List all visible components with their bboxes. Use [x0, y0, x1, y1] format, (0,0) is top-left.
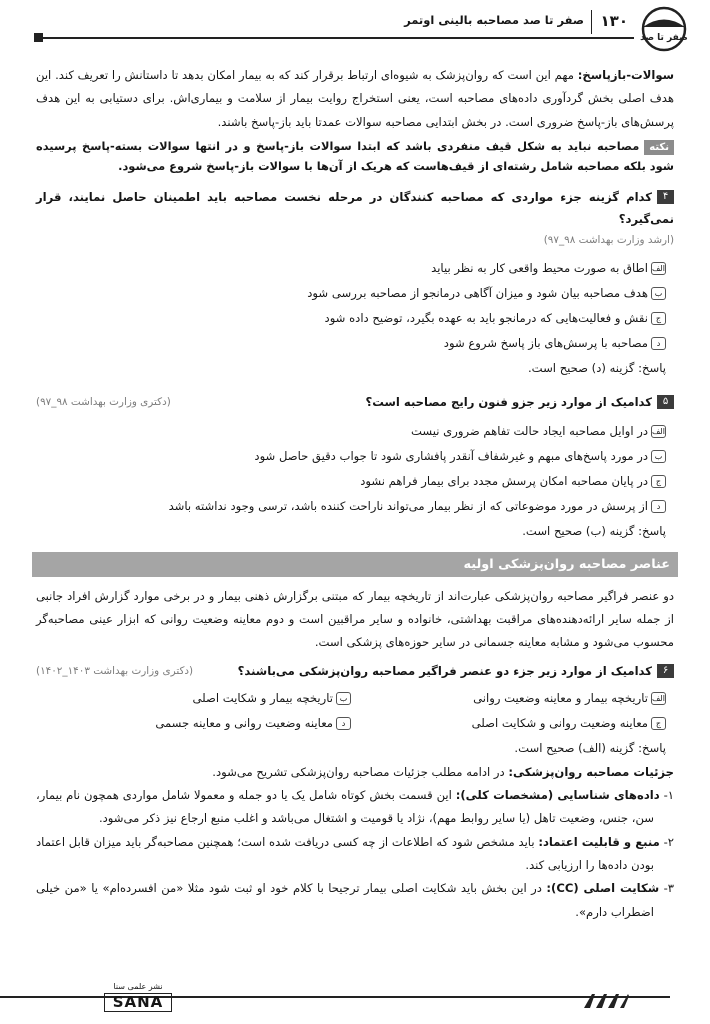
list-term: شکایت اصلی (CC):: [546, 881, 660, 896]
header-rule: [40, 37, 634, 39]
header-rule-end: [34, 33, 43, 42]
list-text: این قسمت بخش کوتاه شامل یک یا دو جمله و معمولا شامل مواردی همچون نام بیمار، سن، جنس، وضعیت تاهل (یا سایر روابط مهم)، نژاد یا قومیت و اشتغال می‌باشد و اغلب منبع ارجاع نیز ذکر می‌شود.: [36, 788, 654, 826]
option-letter: د: [336, 717, 351, 730]
option-dal: [36, 494, 666, 519]
question-text: کدامیک از موارد زیر جزء دو عنصر فراگیر مصاحبه روان‌پزشکی می‌باشند؟: [237, 663, 652, 678]
option-alef: [351, 686, 666, 711]
option-letter: د: [651, 337, 666, 350]
option-letter: ج: [651, 717, 666, 730]
question-text: کدام گزینه جزء مواردی که مصاحبه کنندگان در مرحله نخست مصاحبه باید اطمینان حاصل نمایند، قرار نمی‌گیرد؟: [36, 189, 674, 226]
option-text: در مورد پاسخ‌های مبهم و غیرشفاف آنقدر پافشاری شود تا جواب دقیق حاصل شود: [254, 448, 648, 463]
question-number: ۶: [657, 664, 674, 678]
option-be: [36, 686, 351, 711]
option-text: در اوایل مصاحبه ایجاد حالت تفاهم ضروری نیست: [411, 423, 648, 438]
svg-text:صفر تا صد: صفر تا صد: [640, 33, 688, 43]
option-dal: [36, 711, 351, 736]
list-item: [36, 877, 674, 924]
list-number: ۲-: [663, 834, 674, 849]
option-text: مصاحبه با پرسش‌های باز پاسخ شروع شود: [443, 335, 648, 350]
list-text: باید مشخص شود که اطلاعات از چه کسی دریافت شده است؛ همچنین مصاحبه‌گر باید میزان قابل اعتماد بودن داده‌ها را ارزیابی کند.: [36, 834, 654, 873]
option-jim: [36, 469, 666, 494]
option-text: معاینه وضعیت روانی و معاینه جسمی: [155, 715, 333, 730]
note-block: [36, 136, 674, 176]
note-badge: نکته: [644, 140, 674, 155]
answer-line: پاسخ: گزینه (د) صحیح است.: [528, 360, 666, 375]
answer-line: پاسخ: گزینه (الف) صحیح است.: [514, 740, 666, 755]
option-letter: الف: [652, 426, 665, 436]
list-term: داده‌های شناسایی (مشخصات کلی):: [455, 788, 660, 803]
option-text: از پرسش در مورد موضوعاتی که از نظر بیمار می‌تواند ناراحت کننده باشد، ترسی وجود نداشته باشد: [168, 498, 648, 513]
page-number: ۱۳۰: [600, 12, 628, 30]
option-text: اطاق به صورت محیط واقعی کار به نظر بیاید: [431, 260, 648, 275]
intro-paragraph: [36, 64, 674, 134]
answer-line: پاسخ: گزینه (ب) صحیح است.: [522, 523, 666, 538]
option-text: تاریخچه بیمار و معاینه وضعیت روانی: [473, 690, 648, 705]
option-dal: [36, 331, 666, 356]
question-5: [36, 391, 674, 413]
option-text: هدف مصاحبه بیان شود و میزان آگاهی درمانجو از مصاحبه بررسی شود: [307, 285, 648, 300]
question-text: کدامیک از موارد زیر جزو فنون رایج مصاحبه است؟: [365, 394, 652, 409]
details-term: جزئیات مصاحبه روان‌پزشکی:: [508, 764, 674, 779]
section-paragraph: دو عنصر فراگیر مصاحبه روان‌پزشکی عبارت‌اند از تاریخچه بیمار که مبتنی برگزارش ذهنی بیمار و در برخی موارد گزارش افراد جانبی از جمله سایر ارائه‌دهنده‌های مراقبت بهداشتی، خانواده و سایر مراقبین است و دوم معاینه وضعیت روانی که ابزار عینی مصاحبه‌گر محسوب می‌شود و مشابه معاینه جسمانی در سایر حوزه‌های پزشکی است.: [36, 588, 674, 649]
question-number: ۵: [657, 395, 674, 409]
details-text: در ادامه مطلب جزئیات مصاحبه روان‌پزشکی تشریح می‌شود.: [212, 764, 509, 779]
option-be: [36, 281, 666, 306]
list-item: [36, 831, 674, 878]
q5-options: [36, 419, 674, 544]
option-letter: د: [651, 500, 666, 513]
footer-ornament-icon: [582, 988, 630, 1012]
option-alef: [36, 256, 666, 281]
list-term: منبع و قابلیت اعتماد:: [538, 834, 660, 849]
option-letter: ج: [651, 312, 666, 325]
list-text: در این بخش باید شکایت اصلی بیمار ترجیحا با کلام خود او ثبت شود مثلا «من افسرده‌ام» یا «من خیلی اضطراب دارم».: [36, 881, 654, 919]
publisher-logo-text: SANA: [104, 993, 172, 1012]
publisher-name: نشر علمی سنا: [113, 982, 163, 991]
publisher-logo: [100, 981, 176, 1015]
option-letter: الف: [652, 693, 665, 703]
option-letter: ب: [336, 692, 351, 705]
intro-text: مهم این است که روان‌پزشک به شیوه‌ای ارتباط برقرار کند که به بیمار امکان بدهد تا داستانش را تعریف کند. این هدف اصلی بخش گردآوری داده‌های مصاحبه است، یعنی استخراج روایت بیمار از سلامت و بیماری‌اش. برای دستیابی به این هدف پرسش‌های باز-پاسخ ضروری است. در بخش ابتدایی مصاحبه سوالات عمدتا باید باز-پاسخ باشند.: [36, 68, 674, 129]
book-logo: [634, 6, 694, 52]
list-number: ۳-: [663, 881, 675, 896]
option-jim: [351, 711, 666, 736]
question-4: [36, 186, 674, 230]
option-text: نقش و فعالیت‌هایی که درمانجو باید به عهده بگیرد، توضیح داده شود: [324, 310, 648, 325]
book-title: صفر تا صد مصاحبه بالینی اوتمر: [404, 13, 584, 27]
question-source: (دکتری وزارت بهداشت ۱۴۰۳_۱۴۰۲): [36, 664, 194, 677]
option-text: تاریخچه بیمار و شکایت اصلی: [192, 690, 333, 705]
option-letter: ج: [651, 475, 666, 488]
section-heading: عناصر مصاحبه روان‌پزشکی اولیه: [32, 552, 678, 577]
option-jim: [36, 306, 666, 331]
q6-options: [36, 686, 674, 761]
question-source: (ارشد وزارت بهداشت ۹۸_۹۷): [543, 233, 674, 246]
option-letter: الف: [652, 263, 665, 273]
list-item: [36, 784, 674, 831]
list-number: ۱-: [663, 788, 675, 803]
question-number: ۴: [657, 190, 674, 204]
option-letter: ب: [651, 450, 666, 463]
option-text: معاینه وضعیت روانی و شکایت اصلی: [471, 715, 648, 730]
note-text: مصاحبه نباید به شکل قیف منفردی باشد که ابتدا سوالات باز-پاسخ و در انتها سوالات بسته-پاسخ پرسیده شود بلکه مصاحبه شامل رشته‌ای از قیف‌هاست که هریک از آن‌ها با سوالات باز-پاسخ شروع می‌شود.: [36, 138, 674, 173]
question-6: [36, 660, 674, 682]
header-divider: [591, 10, 593, 34]
option-text: در پایان مصاحبه امکان پرسش مجدد برای بیمار فراهم نشود: [360, 473, 648, 488]
option-be: [36, 444, 666, 469]
question-source: (دکتری وزارت بهداشت ۹۸_۹۷): [36, 395, 171, 408]
intro-term: سوالات-بازپاسخ:: [577, 68, 674, 82]
option-alef: [36, 419, 666, 444]
details-intro: [36, 761, 674, 784]
page-content: [36, 64, 674, 924]
option-letter: ب: [651, 287, 666, 300]
q4-options: [36, 256, 674, 381]
